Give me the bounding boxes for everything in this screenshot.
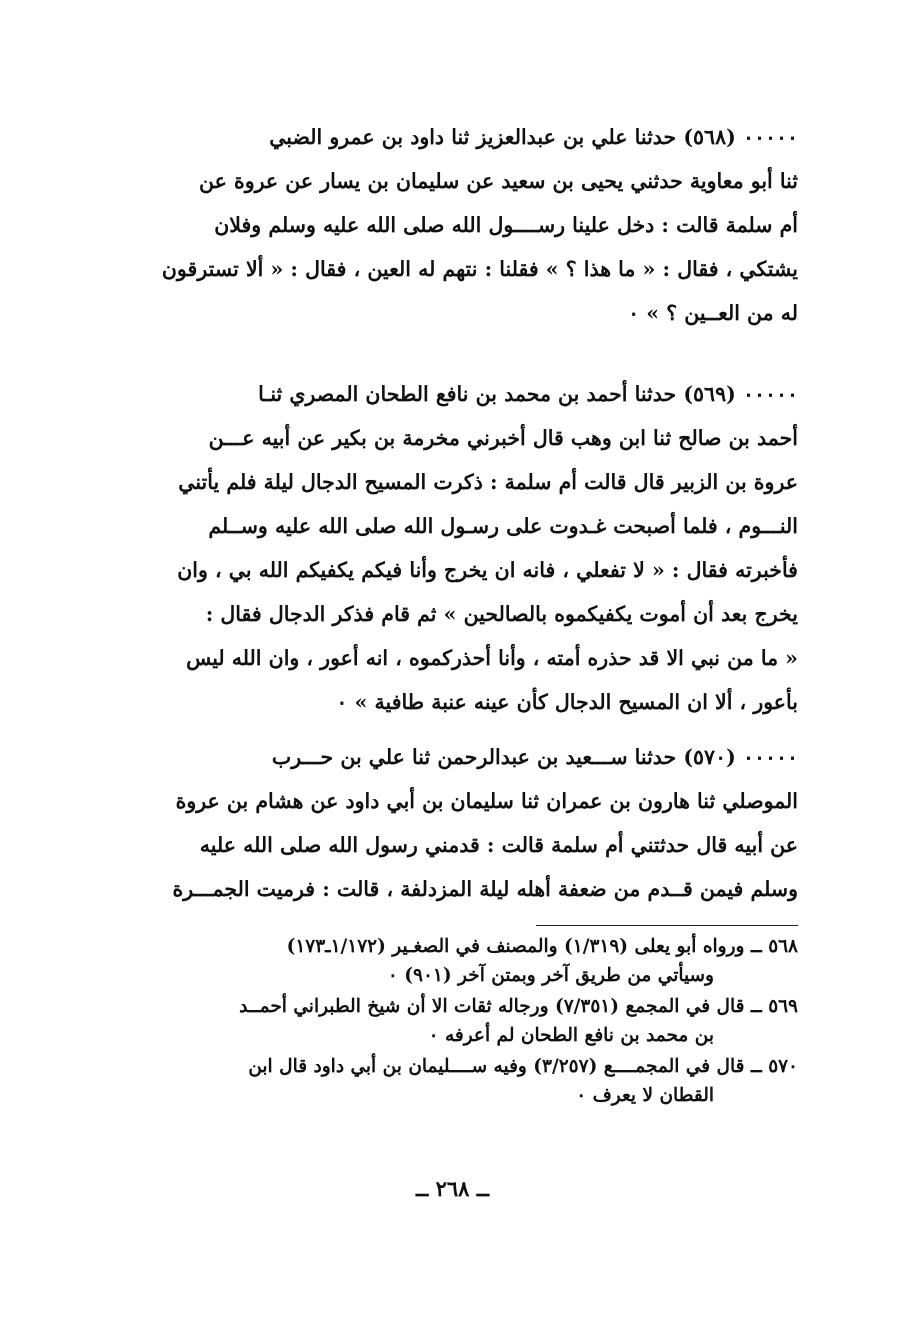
text-line: وسلم فيمن قــدم من ضعفة أهله ليلة المزدلفة ، قالت : فرميت الجمـــرة bbox=[172, 877, 798, 901]
text-line: يخرج بعد أن أموت يكفيكموه بالصالحين » ثم قام فذكر الدجال فقال : bbox=[205, 602, 798, 626]
hadith-569 bbox=[98, 372, 798, 724]
text-line: ٠٠٠٠٠ (٥٦٩) حدثنا أحمد بن محمد بن نافع الطحان المصري ثنـا bbox=[258, 382, 798, 406]
footnote-line: ٥٦٨ ــ ورواه أبو يعلى (١/٣١٩) والمصنف في الصغـير (١/١٧٢ـ١٧٣) bbox=[286, 936, 798, 957]
text-line: بأعور ، ألا ان المسيح الدجال كأن عينه عنبة طافية » ٠ bbox=[336, 690, 798, 714]
text-line: يشتكي ، فقال : « ما هذا ؟ » فقلنا : نتهم له العين ، فقال : « ألا تسترقون bbox=[161, 257, 798, 281]
footnote-570 bbox=[98, 1052, 798, 1110]
text-line: عن أبيه قال حدثتني أم سلمة قالت : قدمني رسول الله صلى الله عليه bbox=[199, 833, 798, 857]
text-line: « ما من نبي الا قد حذره أمته ، وأنا أحذركموه ، انه أعور ، وان الله ليس bbox=[186, 646, 798, 670]
hadith-570 bbox=[98, 735, 798, 911]
text-line: أم سلمة قالت : دخل علينا رســــول الله صلى الله عليه وسلم وفلان bbox=[214, 213, 798, 237]
text-line: ٠٠٠٠٠ (٥٧٠) حدثنا ســـعيد بن عبدالرحمن ثنا علي بن حـــرب bbox=[271, 745, 798, 769]
footnote-568 bbox=[98, 932, 798, 990]
text-line: له من العــين ؟ » ٠ bbox=[628, 301, 798, 325]
hadith-568 bbox=[98, 115, 798, 335]
footnote-line: ٥٧٠ ــ قال في المجمــــع (٣/٢٥٧) وفيه ســــليمان بن أبي داود قال ابن bbox=[248, 1056, 798, 1077]
footnote-line: ٥٦٩ ــ قال في المجمع (٧/٣٥١) ورجاله ثقات الا أن شيخ الطبراني أحمــد bbox=[239, 996, 798, 1017]
text-line: الموصلي ثنا هارون بن عمران ثنا سليمان بن أبي داود عن هشام بن عروة bbox=[175, 789, 798, 813]
text-line: أحمد بن صالح ثنا ابن وهب قال أخبرني مخرمة بن بكير عن أبيه عـــن bbox=[208, 426, 798, 450]
text-line: ٠٠٠٠٠ (٥٦٨) حدثنا علي بن عبدالعزيز ثنا داود بن عمرو الضبي bbox=[269, 125, 798, 149]
footnotes bbox=[98, 932, 798, 1110]
footnote-line: القطان لا يعرف ٠ bbox=[576, 1085, 714, 1106]
text-line: ثنا أبو معاوية حدثني يحيى بن سعيد عن سليمان بن يسار عن عروة عن bbox=[198, 169, 798, 193]
page-number: ــ ٢٦٨ ــ bbox=[415, 1176, 490, 1201]
text-line: عروة بن الزبير قال قالت أم سلمة : ذكرت المسيح الدجال ليلة فلم يأتني bbox=[178, 470, 798, 494]
footnote-line: بن محمد بن نافع الطحان لم أعرفه ٠ bbox=[428, 1025, 714, 1046]
footnote-569 bbox=[98, 992, 798, 1050]
footnote-line: وسيأتي من طريق آخر وبمتن آخر (٩٠١) ٠ bbox=[387, 965, 714, 986]
text-line: النـــوم ، فلما أصبحت غـدوت على رسـول الله صلى الله عليه وســلم bbox=[208, 514, 798, 538]
footnote-divider bbox=[536, 925, 798, 926]
text-line: فأخبرته فقال : « لا تفعلي ، فانه ان يخرج وأنا فيكم يكفيكم الله بي ، وان bbox=[177, 558, 798, 582]
